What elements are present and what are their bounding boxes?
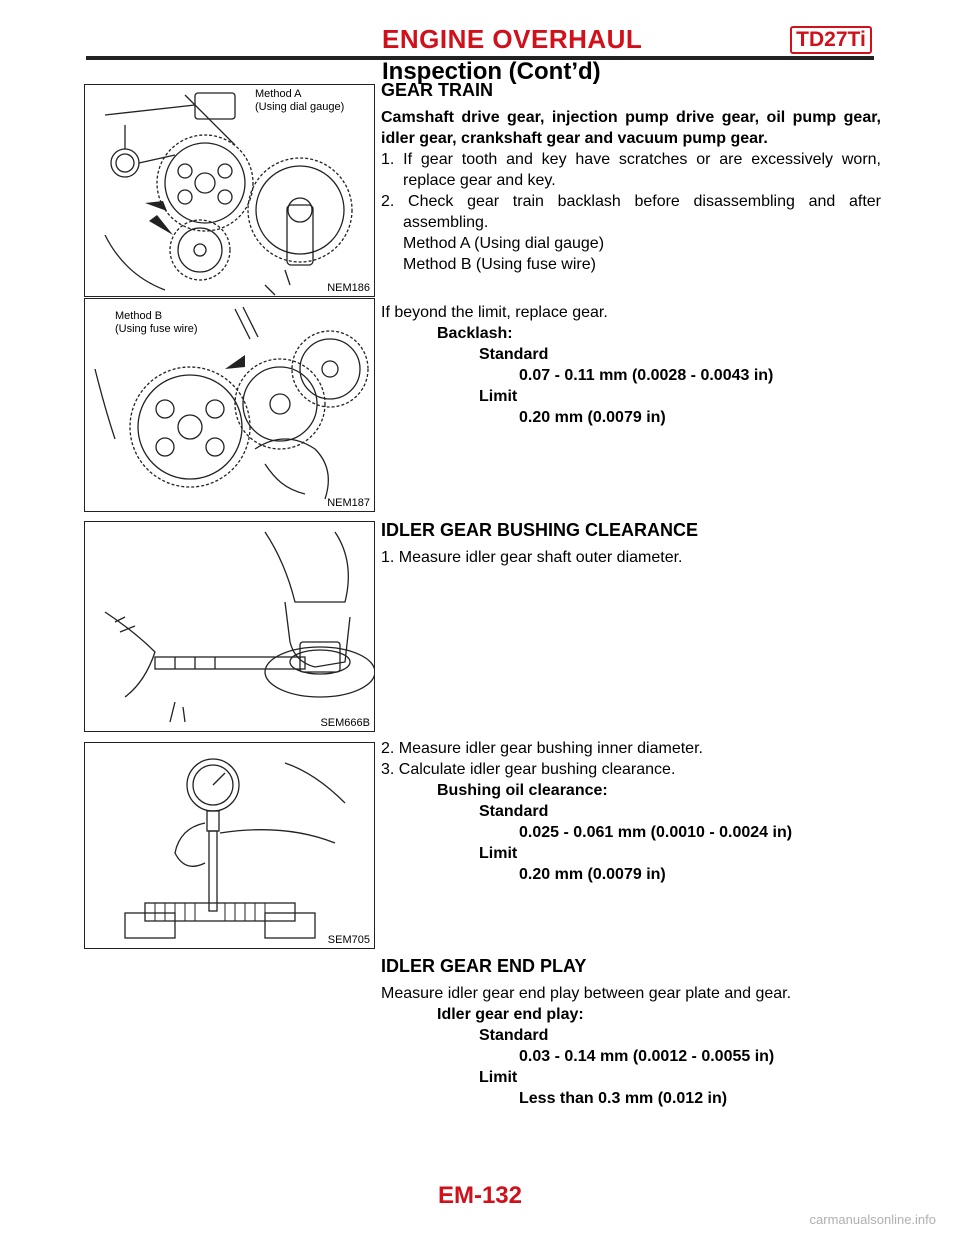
- method-a-label-line2: (Using dial gauge): [255, 101, 345, 113]
- backlash-label: Backlash:: [437, 325, 513, 342]
- method-b-text: Method B (Using fuse wire): [403, 256, 596, 273]
- standard-value: 0.07 - 0.11 mm (0.0028 - 0.0043 in): [519, 367, 774, 384]
- limit-label: Limit: [479, 388, 518, 405]
- standard-label: Standard: [479, 803, 549, 820]
- idler-bushing-section: [381, 520, 881, 568]
- figure-code: SEM705: [327, 934, 370, 946]
- bushing-clearance-label: Bushing oil clearance:: [437, 782, 608, 799]
- standard-label: Standard: [479, 1027, 549, 1044]
- idler-bushing-step-3: 3. Calculate idler gear bushing clearance.: [381, 761, 676, 778]
- standard-label: Standard: [479, 346, 549, 363]
- limit-value: Less than 0.3 mm (0.012 in): [519, 1090, 728, 1107]
- end-play-intro: Measure idler gear end play between gear plate and gear.: [381, 985, 792, 1002]
- figure-method-b: [84, 298, 375, 512]
- end-play-section: [381, 956, 881, 1109]
- gear-train-step-1: 1. If gear tooth and key have scratches or are excessively worn, replace gear and key.: [381, 151, 881, 189]
- figure-code: NEM187: [327, 497, 370, 509]
- page-subtitle: Inspection (Cont’d): [382, 58, 601, 85]
- idler-bushing-heading: IDLER GEAR BUSHING CLEARANCE: [381, 520, 699, 540]
- fuse-wire-gear-illustration: [85, 299, 375, 512]
- end-play-heading: IDLER GEAR END PLAY: [381, 956, 587, 976]
- standard-value: 0.025 - 0.061 mm (0.0010 - 0.0024 in): [519, 824, 793, 841]
- bore-gauge-illustration: [85, 743, 375, 949]
- figure-shaft-micrometer: [84, 521, 375, 732]
- section-title: ENGINE OVERHAUL: [382, 24, 643, 54]
- dial-gauge-gear-illustration: [85, 85, 375, 297]
- limit-value: 0.20 mm (0.0079 in): [519, 409, 666, 426]
- gear-train-heading: GEAR TRAIN: [381, 80, 493, 100]
- limit-value: 0.20 mm (0.0079 in): [519, 866, 666, 883]
- limit-note: If beyond the limit, replace gear.: [381, 304, 608, 321]
- engine-model-badge: TD27Ti: [790, 26, 872, 54]
- limit-label: Limit: [479, 845, 518, 862]
- limit-label: Limit: [479, 1069, 518, 1086]
- idler-bushing-step-1: 1. Measure idler gear shaft outer diameter.: [381, 549, 683, 566]
- gear-train-step-2: 2. Check gear train backlash before disassembling and after assembling.: [381, 193, 881, 231]
- method-a-text: Method A (Using dial gauge): [403, 235, 605, 252]
- figure-code: SEM666B: [320, 717, 370, 729]
- idler-bushing-spec: [381, 738, 881, 885]
- figure-method-a: [84, 84, 375, 297]
- method-a-label-line1: Method A: [255, 88, 302, 100]
- method-b-label-line2: (Using fuse wire): [115, 323, 198, 335]
- end-play-label: Idler gear end play:: [437, 1006, 584, 1023]
- figure-bore-gauge: [84, 742, 375, 949]
- gear-train-section: [381, 80, 881, 275]
- micrometer-shaft-illustration: [85, 522, 375, 732]
- idler-bushing-step-2: 2. Measure idler gear bushing inner diameter.: [381, 740, 703, 757]
- gear-train-intro: Camshaft drive gear, injection pump drive gear, oil pump gear, idler gear, crankshaft gear and vacuum pump gear.: [381, 109, 881, 147]
- page-number: EM-132: [437, 1182, 523, 1209]
- figure-code: NEM186: [327, 282, 370, 294]
- backlash-spec: [381, 302, 881, 428]
- standard-value: 0.03 - 0.14 mm (0.0012 - 0.0055 in): [519, 1048, 775, 1065]
- watermark-link[interactable]: carmanualsonline.info: [809, 1212, 936, 1227]
- method-b-label-line1: Method B: [115, 310, 163, 322]
